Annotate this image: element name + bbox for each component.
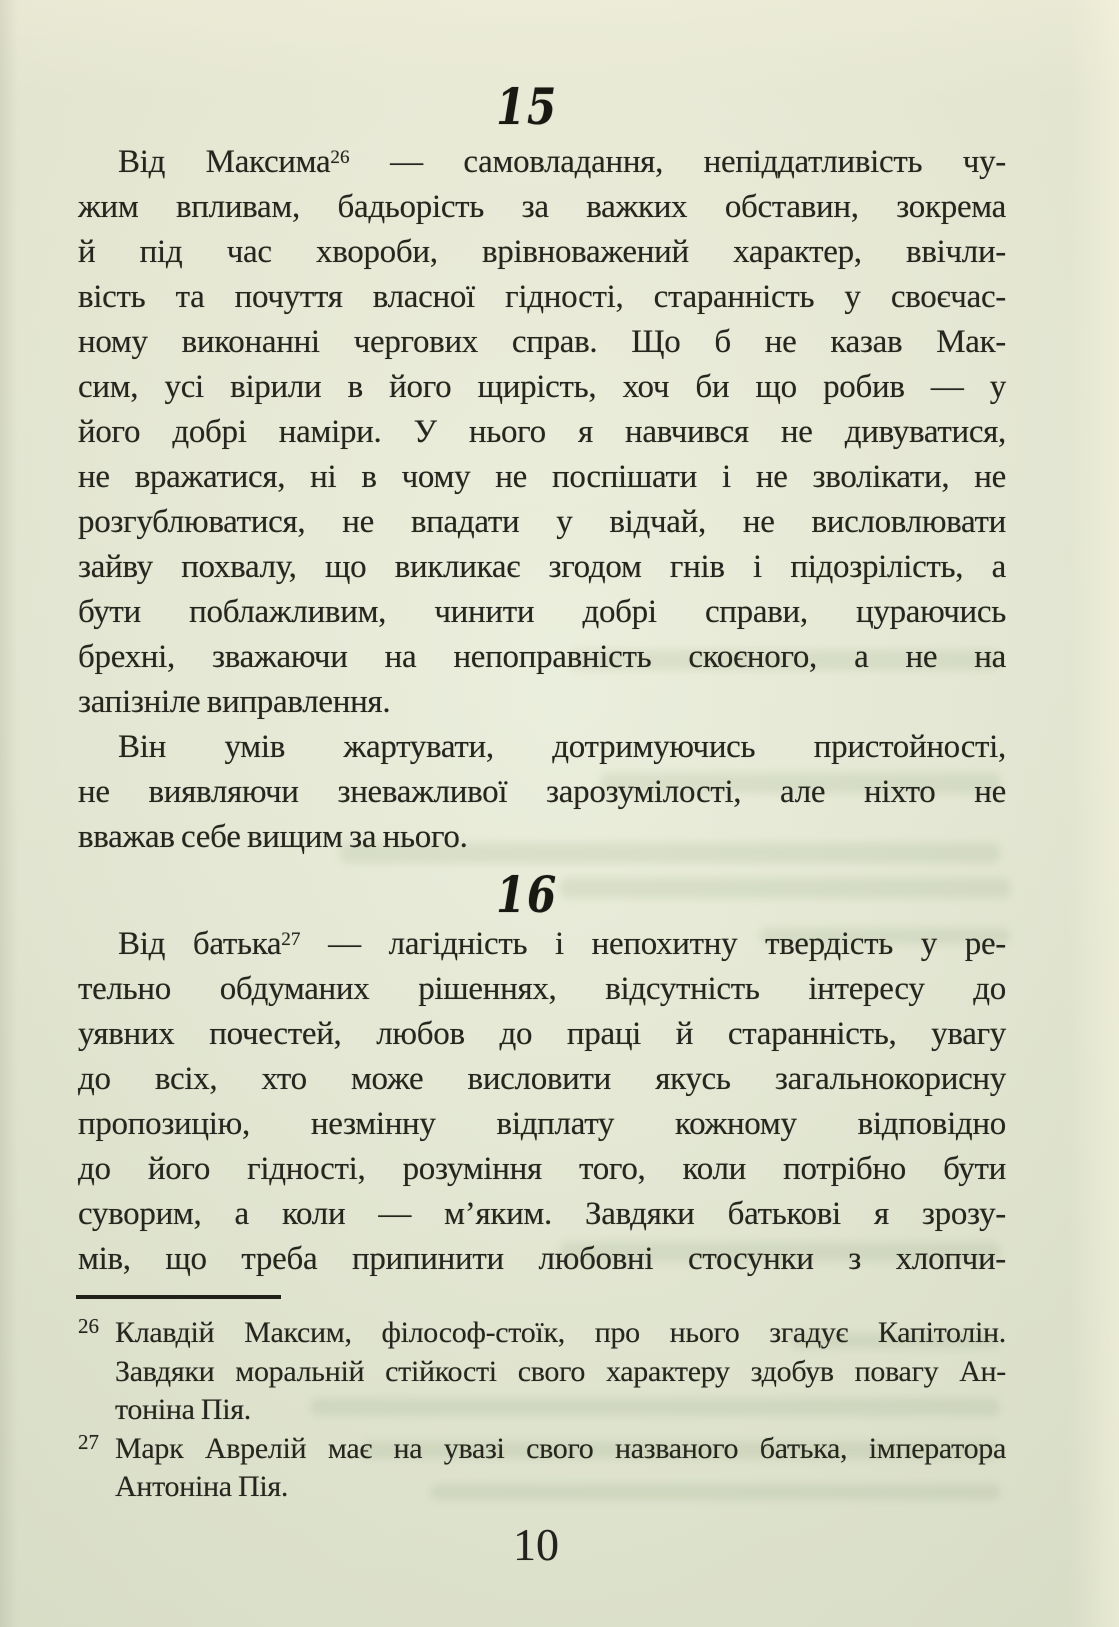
footnote-separator-rule [76, 1295, 281, 1299]
body-text-line: мів, що треба припинити любовні стосунки з хлопчи- [78, 1241, 1006, 1277]
footnote-text-line: $^{27}$ Марк Аврелій має на увазі свого названого батька, імператора [78, 1429, 1006, 1465]
body-text-line: не вражатися, ні в чому не поспішати і не зволікати, не [78, 459, 1006, 495]
page-content [78, 0, 1006, 1507]
body-text-line: бути поблажливим, чинити добрі справи, цураючись [78, 594, 1006, 630]
footnote-text-line [115, 1353, 1006, 1392]
body-text-line: й під час хвороби, врівноважений характер, ввічли- [78, 234, 1006, 270]
section-number-heading: 16 [496, 865, 558, 924]
body-text-line: зайву похвалу, що викликає згодом гнів і підозрілість, а [78, 549, 1006, 585]
footnote-text-line [115, 1468, 1006, 1507]
body-text-line: сим, усі вірили в його щирість, хоч би що робив — у [78, 369, 1006, 405]
body-text-line: тельно обдуманих рішеннях, відсутність інтересу до [78, 971, 1006, 1007]
body-text-line: до його гідності, розуміння того, коли потрібно бути [78, 1151, 1006, 1187]
footnote-text: тоніна Пія. [115, 1393, 251, 1426]
footnote-text: Клавдій Максим, філософ-стоїк, про нього згадує Капітолін. [115, 1316, 1006, 1349]
page-number: 10 [513, 1519, 559, 1570]
footnote-reference-marker: 27 [281, 929, 301, 950]
body-text-line: його добрі наміри. У нього я навчився не дивуватися, [78, 414, 1006, 450]
body-text-line: Від батька$^{27}$ — лагідність і непохитну твердість у ре- [118, 926, 1006, 962]
footnote-reference-marker: 26 [330, 147, 350, 168]
footnote-text-line [115, 1391, 1006, 1430]
body-text-line: брехні, зважаючи на непоправність скоєного, а не на [78, 639, 1006, 675]
section-number-heading: 15 [496, 77, 558, 136]
body-text-line: запізніле виправлення. [78, 684, 391, 720]
body-text-line: суворим, а коли — м’яким. Завдяки батькові я зрозу- [78, 1196, 1006, 1232]
body-text-line: не виявляючи зневажливої зарозумілості, але ніхто не [78, 774, 1006, 810]
body-text-line: до всіх, хто може висловити якусь загальнокорисну [78, 1061, 1006, 1097]
footnote-text: Марк Аврелій має на увазі свого названого батька, імператора [115, 1431, 1006, 1465]
footnote-text: Антоніна Пія. [115, 1470, 289, 1503]
body-text-line: вість та почуття власної гідності, старанність у своєчас- [78, 279, 1006, 315]
footnotes-block [78, 1314, 1006, 1507]
body-text-line: Він умів жартувати, дотримуючись пристойності, [118, 729, 1006, 765]
body-text-line: жим впливам, бадьорість за важких обставин, зокрема [78, 189, 1006, 225]
body-text-line: уявних почестей, любов до праці й старанність, увагу [78, 1016, 1006, 1052]
body-text-line: пропозицію, незмінну відплату кожному відповідно [78, 1106, 1006, 1142]
body-text-line: розгублюватися, не впадати у відчай, не висловлювати [78, 504, 1006, 540]
footnote-text: Завдяки моральній стійкості свого характеру здобув повагу Ан- [115, 1354, 1006, 1388]
body-text-line: Від Максима$^{26}$ — самовладання, непіддатливість чу- [118, 144, 1006, 180]
footnote-text-line: $^{26}$ Клавдій Максим, філософ-стоїк, про нього згадує Капітолін. [78, 1314, 1006, 1349]
body-text-line: ному виконанні чергових справ. Що б не казав Мак- [78, 324, 1006, 360]
body-text-line: вважав себе вищим за нього. [78, 819, 468, 855]
